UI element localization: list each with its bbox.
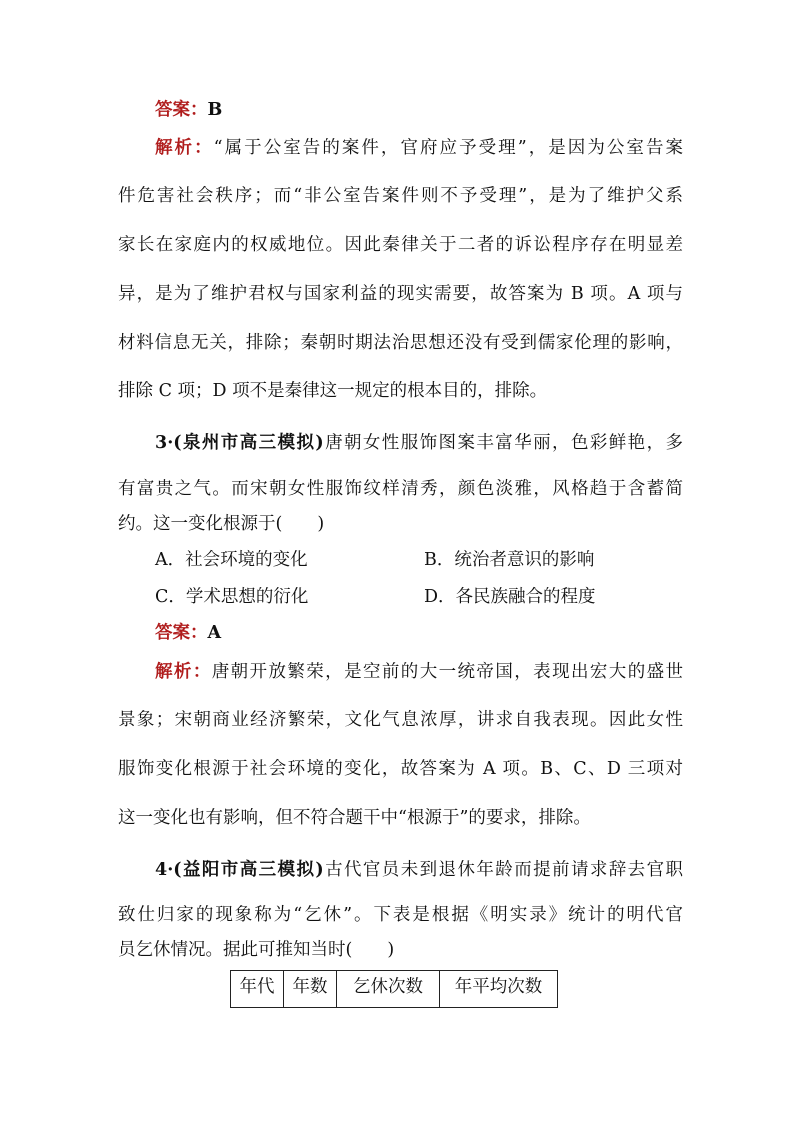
- q3-answer: [155, 621, 221, 645]
- q3-stem-line-2: 有富贵之气。而宋朝女性服饰纹样清秀，颜色淡雅，风格趋于含蓄简: [118, 479, 683, 499]
- q2-analysis-line-6: 排除 C 项；D 项不是秦律这一规定的根本目的，排除。: [118, 381, 548, 401]
- q4-table-header-cell: 乞休次数: [337, 971, 440, 1008]
- q4-table-header-cell: 年平均次数: [440, 971, 558, 1008]
- q3-stem-text-1: 唐朝女性服饰图案丰富华丽，色彩鲜艳，多: [323, 433, 684, 453]
- q3-answer-label: 答案：: [155, 623, 208, 643]
- q3-analysis-line-1: [155, 660, 683, 684]
- q2-analysis-line-4: 异，是为了维护君权与国家利益的现实需要，故答案为 B 项。A 项与: [118, 284, 683, 304]
- q3-stem-line-3: 约。这一变化根源于( ): [118, 514, 325, 534]
- q3-answer-value: A: [207, 623, 222, 643]
- q2-answer-label: 答案：: [155, 100, 208, 120]
- q3-source: ·(泉州市高三模拟): [167, 433, 324, 453]
- q3-option-a[interactable]: A．社会环境的变化: [155, 550, 308, 570]
- q2-analysis-line-1: [155, 136, 683, 160]
- q2-analysis-line-3: 家长在家庭内的权威地位。因此秦律关于二者的诉讼程序存在明显差: [118, 235, 683, 255]
- q3-analysis-line-2: 景象；宋朝商业经济繁荣，文化气息浓厚，讲求自我表现。因此女性: [118, 710, 683, 730]
- q2-analysis-line-2: 件危害社会秩序；而“非公室告案件则不予受理”，是为了维护父系: [118, 186, 683, 206]
- q3-option-c[interactable]: C．学术思想的衍化: [155, 587, 309, 607]
- q3-analysis-text-1: 唐朝开放繁荣，是空前的大一统帝国，表现出宏大的盛世: [211, 662, 684, 682]
- q4-stem-text-1: 古代官员未到退休年龄而提前请求辞去官职: [323, 860, 684, 880]
- q4-stem-line-1: [155, 858, 683, 882]
- q3-analysis-line-3: 服饰变化根源于社会环境的变化，故答案为 A 项。B、C、D 三项对: [118, 759, 683, 779]
- q2-analysis-text-1: “属于公室告的案件，官府应予受理”，是因为公室告案: [213, 138, 683, 158]
- q3-number: 3: [155, 433, 168, 453]
- q2-answer: [155, 98, 222, 122]
- q4-table: [230, 970, 558, 1008]
- q4-stem-line-3: 员乞休情况。据此可推知当时( ): [118, 940, 395, 960]
- q4-stem-line-2: 致仕归家的现象称为“乞休”。下表是根据《明实录》统计的明代官: [118, 905, 683, 925]
- q2-analysis-label: 解析：: [155, 138, 214, 158]
- q4-number: 4: [155, 860, 168, 880]
- q3-stem-line-1: [155, 431, 683, 455]
- q2-answer-value: B: [207, 100, 223, 120]
- q2-analysis-line-5: 材料信息无关，排除；秦朝时期法治思想还没有受到儒家伦理的影响，: [118, 333, 683, 353]
- q3-option-b[interactable]: B．统治者意识的影响: [424, 550, 595, 570]
- q4-table-header-cell: 年数: [284, 971, 337, 1008]
- q3-analysis-label: 解析：: [155, 662, 212, 682]
- q4-table-header-row: [231, 971, 558, 1008]
- q4-source: ·(益阳市高三模拟): [167, 860, 324, 880]
- q3-analysis-line-4: 这一变化也有影响，但不符合题干中“根源于”的要求，排除。: [118, 808, 591, 828]
- q3-option-d[interactable]: D．各民族融合的程度: [424, 587, 596, 607]
- q4-table-header-cell: 年代: [231, 971, 284, 1008]
